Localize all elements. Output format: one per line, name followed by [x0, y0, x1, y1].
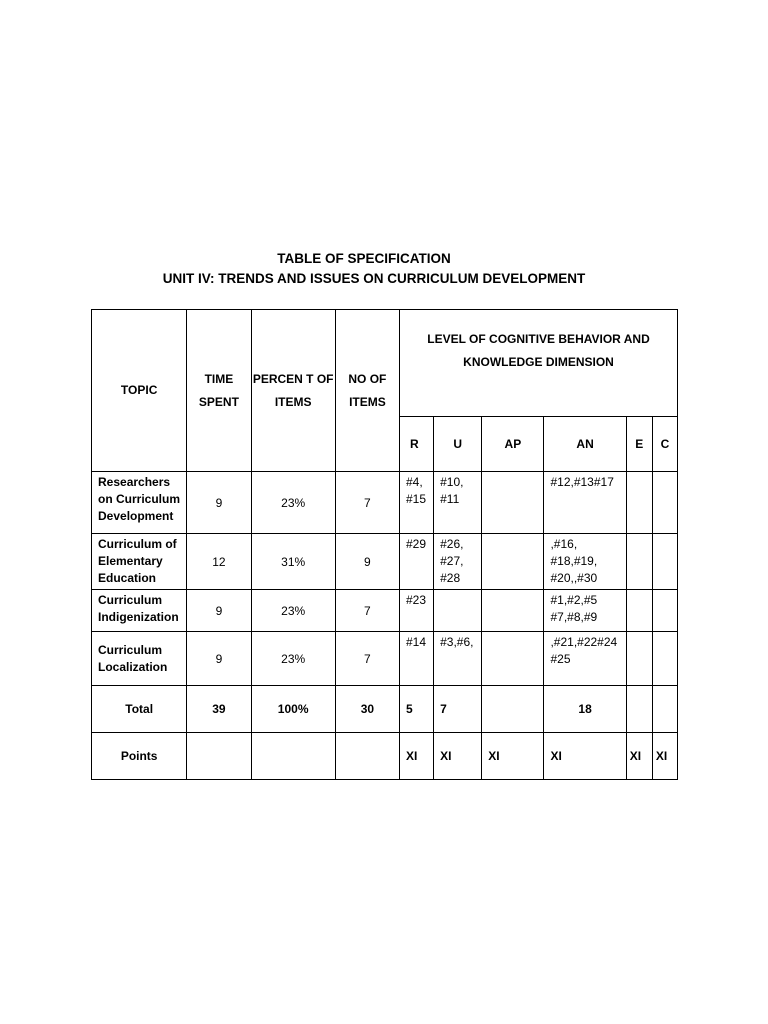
total-label: Total — [92, 686, 187, 733]
row-u — [434, 590, 482, 632]
row-percent: 23% — [251, 590, 335, 632]
row-time: 12 — [187, 534, 251, 590]
row-ap — [482, 534, 544, 590]
points-an: XI — [544, 733, 626, 780]
points-e: XI — [626, 733, 652, 780]
table-row — [92, 632, 678, 686]
row-ap — [482, 590, 544, 632]
points-r: XI — [400, 733, 434, 780]
row-time: 9 — [187, 632, 251, 686]
row-r: #29 — [400, 534, 434, 590]
points-time — [187, 733, 251, 780]
subheader-c: C — [652, 417, 677, 472]
subheader-r: R — [400, 417, 434, 472]
row-e — [626, 472, 652, 534]
header-cognitive-level: LEVEL OF COGNITIVE BEHAVIOR AND KNOWLEDGE DIMENSION — [400, 310, 678, 417]
row-an: #1,#2,#5 #7,#8,#9 — [544, 590, 626, 632]
row-items: 9 — [335, 534, 399, 590]
row-items: 7 — [335, 632, 399, 686]
row-percent: 31% — [251, 534, 335, 590]
document-title: TABLE OF SPECIFICATION — [277, 251, 451, 266]
total-items: 30 — [335, 686, 399, 733]
subheader-e: E — [626, 417, 652, 472]
row-u: #3,#6, — [434, 632, 482, 686]
row-u: #26, #27, #28 — [434, 534, 482, 590]
header-row — [92, 310, 678, 417]
row-ap — [482, 632, 544, 686]
total-e — [626, 686, 652, 733]
header-percent-of-items: PERCEN T OF ITEMS — [251, 310, 335, 472]
row-e — [626, 534, 652, 590]
row-time: 9 — [187, 590, 251, 632]
total-an: 18 — [544, 686, 626, 733]
document-subtitle: UNIT IV: TRENDS AND ISSUES ON CURRICULUM DEVELOPMENT — [162, 271, 586, 286]
row-an: #12,#13#17 — [544, 472, 626, 534]
row-topic: Curriculum Indigenization — [92, 590, 187, 632]
total-r: 5 — [400, 686, 434, 733]
table-row — [92, 590, 678, 632]
row-r: #23 — [400, 590, 434, 632]
points-label: Points — [92, 733, 187, 780]
row-e — [626, 632, 652, 686]
table-row — [92, 472, 678, 534]
row-c — [652, 632, 677, 686]
row-topic: Researchers on Curriculum Development — [92, 472, 187, 534]
subheader-ap: AP — [482, 417, 544, 472]
subheader-u: U — [434, 417, 482, 472]
points-row — [92, 733, 678, 780]
row-ap — [482, 472, 544, 534]
row-c — [652, 590, 677, 632]
row-items: 7 — [335, 590, 399, 632]
total-row — [92, 686, 678, 733]
row-e — [626, 590, 652, 632]
row-r: #14 — [400, 632, 434, 686]
total-percent: 100% — [251, 686, 335, 733]
subheader-an: AN — [544, 417, 626, 472]
row-items: 7 — [335, 472, 399, 534]
points-u: XI — [434, 733, 482, 780]
row-c — [652, 472, 677, 534]
specification-table — [91, 309, 678, 780]
points-items — [335, 733, 399, 780]
total-ap — [482, 686, 544, 733]
points-percent — [251, 733, 335, 780]
row-an: ,#16, #18,#19, #20,,#30 — [544, 534, 626, 590]
total-c — [652, 686, 677, 733]
header-topic: TOPIC — [92, 310, 187, 472]
row-topic: Curriculum of Elementary Education — [92, 534, 187, 590]
row-percent: 23% — [251, 632, 335, 686]
row-c — [652, 534, 677, 590]
row-u: #10, #11 — [434, 472, 482, 534]
row-topic: Curriculum Localization — [92, 632, 187, 686]
points-ap: XI — [482, 733, 544, 780]
row-an: ,#21,#22#24 #25 — [544, 632, 626, 686]
row-time: 9 — [187, 472, 251, 534]
total-time: 39 — [187, 686, 251, 733]
row-r: #4, #15 — [400, 472, 434, 534]
table-row — [92, 534, 678, 590]
points-c: XI — [652, 733, 677, 780]
header-time-spent: TIME SPENT — [187, 310, 251, 472]
header-no-of-items: NO OF ITEMS — [335, 310, 399, 472]
row-percent: 23% — [251, 472, 335, 534]
total-u: 7 — [434, 686, 482, 733]
